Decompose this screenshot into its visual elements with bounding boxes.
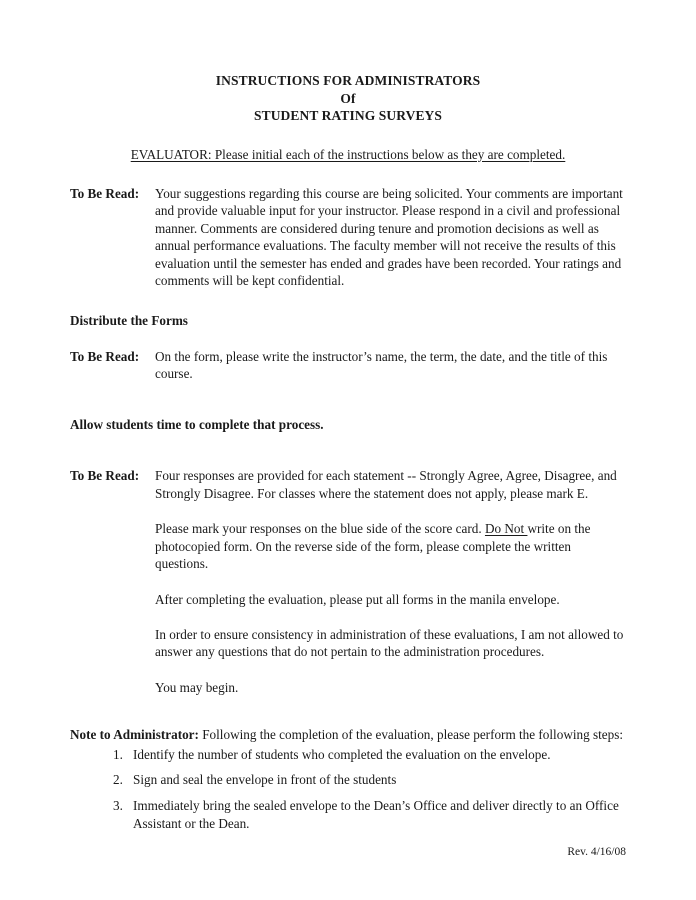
title-line-1: INSTRUCTIONS FOR ADMINISTRATORS — [215, 73, 481, 88]
to-be-read-paragraph-3-2 — [155, 520, 626, 573]
section-to-be-read-1 — [70, 185, 626, 291]
spacer — [70, 383, 626, 416]
step-number: 1. — [113, 746, 123, 762]
document-body — [70, 0, 626, 832]
step-number: 2. — [113, 772, 123, 788]
to-be-read-label-1: To Be Read: — [70, 185, 140, 201]
to-be-read-paragraph-3-4: In order to ensure consistency in administration of these evaluations, I am not allowed to answer any questions that do not pertain to the administration procedures. — [155, 626, 624, 660]
to-be-read-paragraph-3-5: You may begin. — [155, 679, 239, 695]
revision-footer: Rev. 4/16/08 — [567, 846, 626, 858]
list-item — [70, 771, 626, 789]
section-to-be-read-2 — [70, 348, 626, 383]
heading-distribute-the-forms: Distribute the Forms — [70, 313, 188, 329]
spacer — [70, 696, 626, 726]
step-number: 3. — [113, 797, 123, 813]
score-card-text-part-1: Please mark your responses on the blue side of the score card. — [155, 521, 485, 537]
evaluator-instruction-line — [70, 146, 626, 163]
note-to-administrator-paragraph — [70, 726, 626, 744]
list-item — [70, 746, 626, 764]
spacer — [70, 433, 626, 467]
evaluator-instruction-text: EVALUATOR: Please initial each of the instructions below as they are completed. — [130, 146, 566, 162]
spacer — [70, 163, 626, 185]
section-to-be-read-3 — [70, 467, 626, 696]
administrator-steps-list — [70, 746, 626, 832]
title-line-3: STUDENT RATING SURVEYS — [253, 108, 443, 123]
to-be-read-paragraph-3-3: After completing the evaluation, please put all forms in the manila envelope. — [155, 591, 560, 607]
note-to-administrator-label: Note to Administrator: — [70, 727, 199, 743]
note-to-administrator-text: Following the completion of the evaluation, please perform the following steps: — [198, 727, 624, 743]
step-text: Sign and seal the envelope in front of the students — [133, 772, 397, 788]
to-be-read-label-2: To Be Read: — [70, 348, 140, 364]
to-be-read-paragraph-3-1: Four responses are provided for each statement -- Strongly Agree, Agree, Disagree, and Strongly Disagree. For classes where the statement does not apply, please mark E. — [155, 468, 617, 502]
to-be-read-paragraph-2: On the form, please write the instructor’s name, the term, the date, and the title of this course. — [155, 348, 608, 382]
heading-allow-students-time: Allow students time to complete that process. — [70, 416, 324, 432]
step-text: Identify the number of students who completed the evaluation on the envelope. — [133, 746, 551, 762]
spacer — [70, 290, 626, 312]
to-be-read-label-3: To Be Read: — [70, 468, 140, 484]
list-item — [70, 797, 626, 832]
title-line-2: Of — [340, 90, 356, 106]
spacer — [70, 330, 626, 348]
document-title-block — [70, 0, 626, 125]
to-be-read-paragraph-1: Your suggestions regarding this course are being solicited. Your comments are important and provide valuable input for your instructor. Please respond in a civil and professional manner. Comments are considered during tenure and promotion decisions as well as annual performance evaluations. The faculty member will not receive the results of this evaluation until the semester has ended and grades have been recorded. Your ratings and comments will be kept confidential. — [155, 185, 623, 289]
section-note-to-administrator — [70, 726, 626, 832]
do-not-emphasis: Do Not — [484, 521, 528, 537]
score-card-text-part-2: write on the photocopied form. On the reverse side of the form, please complete the written questions. — [155, 521, 591, 572]
step-text: Immediately bring the sealed envelope to the Dean’s Office and deliver directly to an Office Assistant or the Dean. — [133, 797, 619, 831]
